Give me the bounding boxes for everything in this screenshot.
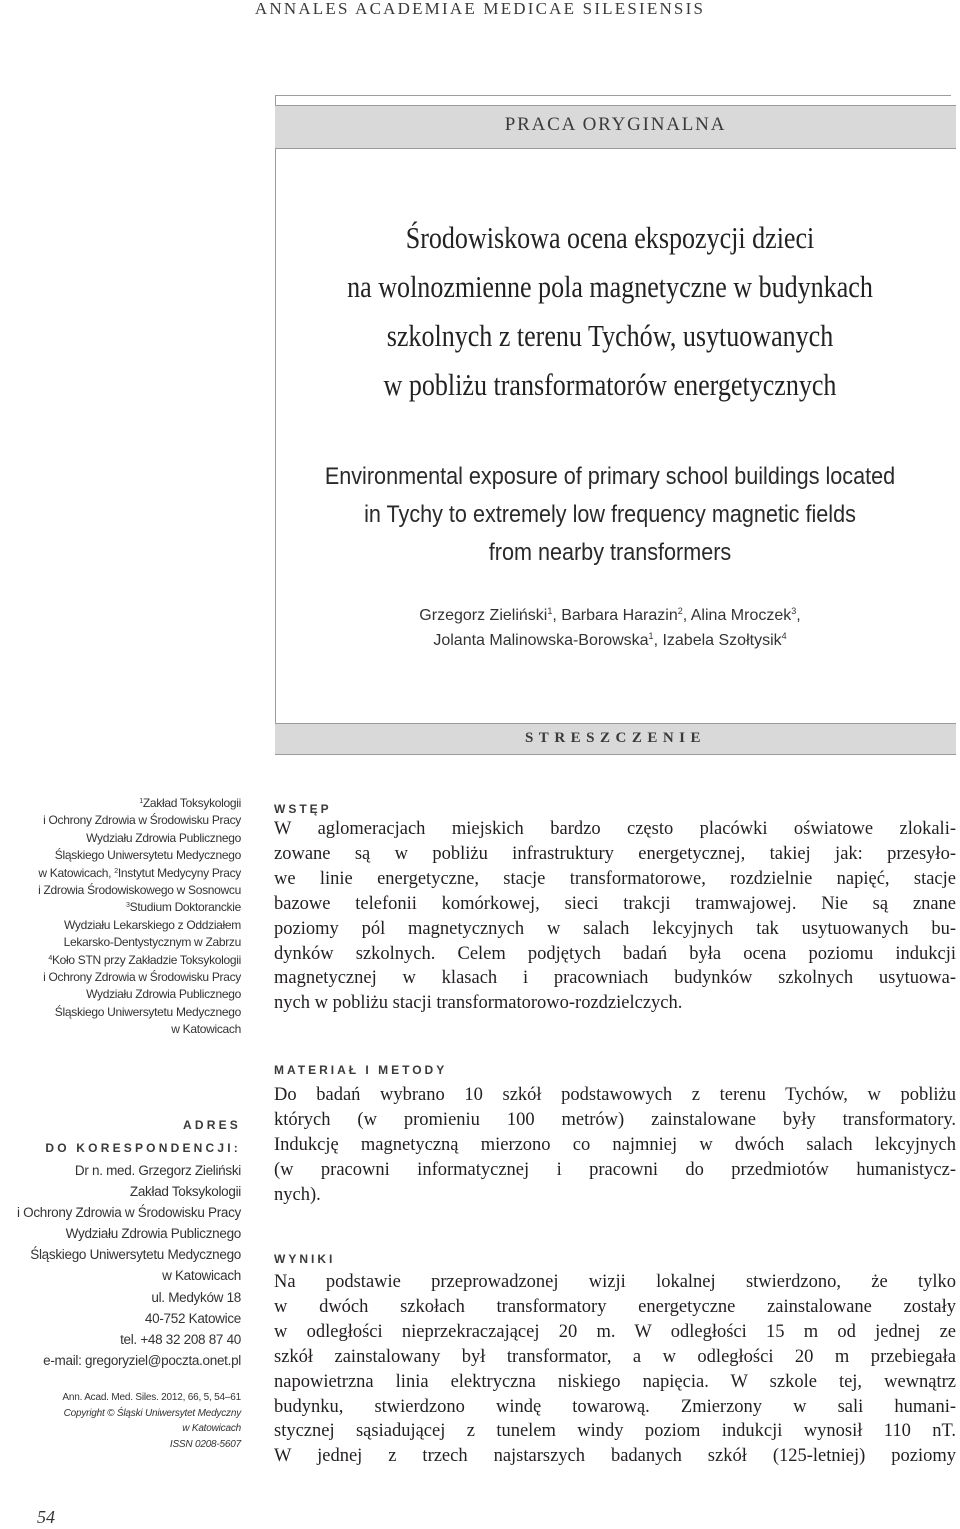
- affiliation-text: Zakład Toksykologii: [142, 796, 241, 810]
- body-line: W jednej z trzech najstarszych badanych szkół (125-letniej) poziomy: [274, 1446, 956, 1467]
- body-line: budynku, stwierdzono windę towarową. Zmierzony w sali humani-: [274, 1396, 956, 1417]
- address-line: Śląskiego Uniwersytetu Medycznego: [30, 1247, 241, 1263]
- affiliation-line: i Ochrony Zdrowia w Środowisku Pracy: [43, 970, 241, 985]
- section-body-results: [274, 1270, 956, 1469]
- author-separator: ,: [796, 607, 801, 624]
- author-list: [265, 603, 955, 653]
- affiliation-line: i Zdrowia Środowiskowego w Sosnowcu: [38, 883, 241, 898]
- issn: ISSN 0208-5607: [169, 1438, 241, 1450]
- affiliation-line: [0, 899, 241, 916]
- affiliations: [0, 795, 241, 1039]
- affiliation-line: [0, 952, 241, 969]
- correspondence-heading: DO KORESPONDENCJI:: [45, 1141, 241, 1155]
- body-line: napowietrzna linia elektryczna niskiego napięcia. W szkole tej, wewnątrz: [274, 1371, 956, 1392]
- affiliation-text: w Katowicach,: [38, 865, 115, 880]
- affiliation-line: Wydziału Zdrowia Publicznego: [86, 830, 241, 845]
- title-polish-line: w pobliżu transformatorów energetycznych: [383, 367, 837, 402]
- address-line: ul. Medyków 18: [151, 1289, 241, 1305]
- affiliation-number: 2: [114, 867, 118, 875]
- body-line: Indukcję magnetyczną mierzono co najmniej w dwóch salach lekcyjnych: [274, 1134, 956, 1155]
- section-heading-methods: MATERIAŁ I METODY: [274, 1063, 448, 1077]
- body-line: Na podstawie przeprowadzonej wizji lokalnej stwierdzono, że tylko: [274, 1272, 956, 1292]
- affiliation-text: Studium Doktoranckie: [129, 900, 241, 915]
- affiliation-line: Lekarsko-Dentystycznym w Zabrzu: [63, 935, 241, 950]
- abstract-heading: STRESZCZENIE: [524, 730, 707, 746]
- address-line: tel. +48 32 208 87 40: [120, 1331, 241, 1347]
- affiliation-line: [0, 865, 241, 882]
- address-line: Zakład Toksykologii: [129, 1184, 241, 1200]
- section-body-methods: [274, 1083, 956, 1208]
- citation-block: [0, 1390, 241, 1452]
- author-name: Jolanta Malinowska-Borowska: [433, 632, 649, 649]
- title-english-line: in Tychy to extremely low frequency magnetic fields: [364, 501, 856, 528]
- affiliation-ref: 1: [648, 631, 654, 641]
- title-english-line: from nearby transformers: [488, 539, 732, 566]
- affiliation-line: Śląskiego Uniwersytetu Medycznego: [54, 1004, 241, 1019]
- journal-name: ANNALES ACADEMIAE MEDICAE SILESIENSIS: [254, 0, 706, 18]
- body-line: magnetycznej w klasach i pracowniach budynków szkolnych usytuowa-: [274, 968, 956, 989]
- body-line: Do badań wybrano 10 szkół podstawowych z terenu Tychów, w pobliżu: [274, 1085, 956, 1105]
- affiliation-line: Wydziału Lekarskiego z Oddziałem: [63, 917, 241, 932]
- title-polish: [320, 213, 900, 409]
- correspondence-address: [0, 1160, 241, 1371]
- affiliation-number: 1: [139, 798, 143, 805]
- affiliation-line: Wydziału Zdrowia Publicznego: [86, 987, 241, 1002]
- affiliation-text: Instytut Medycyny Pracy: [117, 865, 241, 880]
- body-line: w dwóch szkołach transformatory energetyczne zainstalowane zostały: [274, 1296, 956, 1317]
- address-line: Wydziału Zdrowia Publicznego: [65, 1226, 241, 1242]
- body-line: (w pracowni informatycznej i pracowni do przedmiotów humanistycz-: [274, 1159, 956, 1180]
- email-line: e-mail: gregoryziel@poczta.onet.pl: [43, 1352, 241, 1368]
- body-line: dynków szkolnych. Celem podjętych badań była ocena poziomu indukcji: [274, 943, 956, 964]
- title-english-line: Environmental exposure of primary school buildings located: [324, 463, 896, 490]
- affiliation-ref: 2: [677, 606, 683, 616]
- address-line: i Ochrony Zdrowia w Środowisku Pracy: [16, 1205, 241, 1221]
- body-line: stycznej sąsiadującej z tunelem windy poziom indukcji wynosił 110 nT.: [274, 1421, 956, 1442]
- body-line: których (w promieniu 100 metrów) zainstalowane były transformatory.: [274, 1109, 956, 1130]
- author-name: , Barbara Harazin: [552, 607, 678, 624]
- body-line: W aglomeracjach miejskich bardzo często placówki oświatowe zlokali-: [274, 819, 956, 839]
- section-heading-introduction: WSTĘP: [274, 802, 332, 816]
- affiliation-line: w Katowicach: [171, 1022, 241, 1037]
- affiliation-number: 3: [126, 902, 130, 910]
- address-line: 40-752 Katowice: [144, 1310, 241, 1326]
- page-number: 54: [37, 1507, 55, 1527]
- affiliation-number: 4: [48, 954, 52, 962]
- body-line: poziomy pól magnetycznych w salach lekcyjnych tak usytuowanych bu-: [274, 918, 956, 939]
- affiliation-line: Śląskiego Uniwersytetu Medycznego: [54, 848, 241, 863]
- author-line: [265, 628, 955, 653]
- author-name: Grzegorz Zieliński: [419, 607, 548, 624]
- title-polish-line: Środowiskowa ocena ekspozycji dzieci: [405, 220, 815, 255]
- title-english: [300, 458, 921, 572]
- body-line: bazowe telefonii komórkowej, sieci trakcji tramwajowej. Nie są znane: [274, 893, 956, 914]
- title-polish-line: szkolnych z terenu Tychów, usytuowanych: [386, 318, 834, 353]
- author-name: , Alina Mroczek: [682, 607, 792, 624]
- body-line: zowane są w pobliżu infrastruktury energetycznej, takiej jak: przesyło-: [274, 843, 956, 864]
- affiliation-text: Koło STN przy Zakładzie Toksykologii: [51, 952, 241, 967]
- address-line: Dr n. med. Grzegorz Zieliński: [74, 1163, 241, 1178]
- author-name: , Izabela Szołtysik: [653, 632, 782, 649]
- title-polish-line: na wolnozmienne pola magnetyczne w budynkach: [347, 269, 873, 304]
- address-line: w Katowicach: [162, 1268, 241, 1284]
- citation-reference: Ann. Acad. Med. Siles. 2012, 66, 5, 54–61: [62, 1392, 241, 1403]
- article-type: PRACA ORYGINALNA: [504, 114, 727, 135]
- body-line: nych w pobliżu stacji transformatorowo-rozdzielczych.: [274, 993, 683, 1014]
- body-line: nych).: [274, 1184, 321, 1205]
- author-line: [265, 603, 955, 628]
- body-line: szkół zainstalowany był transformator, a w odległości 20 m przebiegała: [274, 1346, 956, 1367]
- correspondence-heading: ADRES: [182, 1118, 241, 1132]
- affiliation-ref: 1: [547, 606, 553, 616]
- affiliation-line: i Ochrony Zdrowia w Środowisku Pracy: [43, 813, 241, 828]
- body-line: w odległości nieprzekraczającej 20 m. W odległości 15 m od jednej ze: [274, 1321, 956, 1342]
- affiliation-ref: 4: [781, 631, 787, 641]
- section-heading-results: WYNIKI: [274, 1252, 336, 1266]
- section-body-introduction: [274, 817, 956, 1016]
- body-line: we linie energetyczne, stacje transformatorowe, rozdzielnie napięć, stacje: [274, 868, 956, 889]
- copyright-line: Copyright © Śląski Uniwersytet Medyczny: [63, 1407, 241, 1419]
- copyright-line: w Katowicach: [182, 1423, 241, 1434]
- affiliation-ref: 3: [791, 606, 797, 616]
- affiliation-line: [0, 795, 241, 812]
